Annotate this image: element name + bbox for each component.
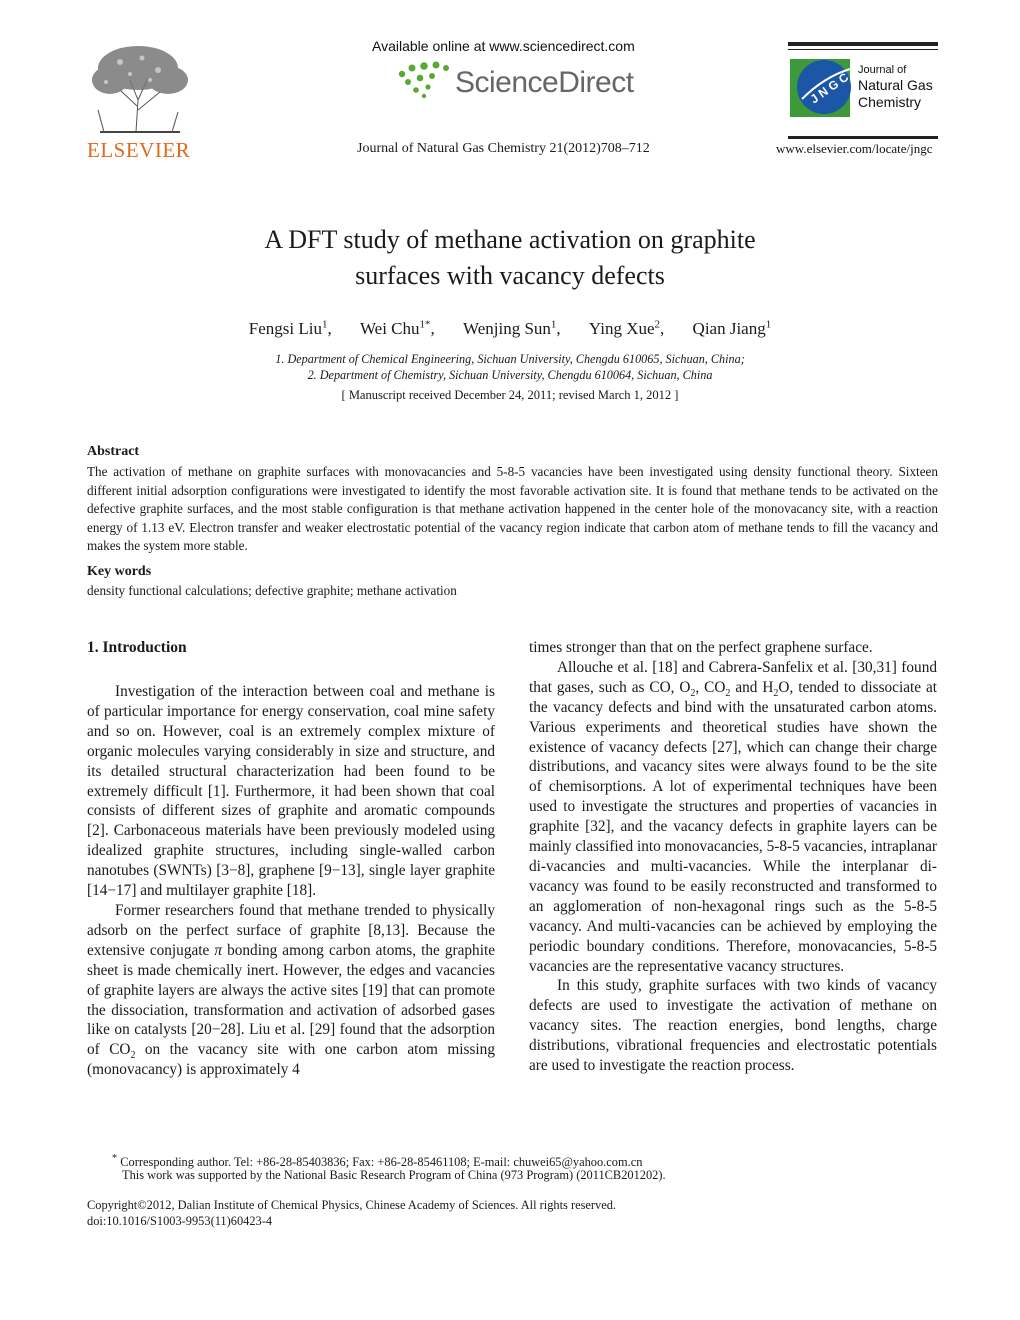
title-line: A DFT study of methane activation on graphite <box>264 225 756 254</box>
title-line: surfaces with vacancy defects <box>355 261 665 290</box>
available-online-text[interactable]: Available online at www.sciencedirect.com <box>372 38 635 54</box>
header-rule <box>788 42 938 46</box>
header-rule <box>788 136 938 139</box>
journal-citation: Journal of Natural Gas Chemistry 21(2012)708–712 <box>357 141 650 156</box>
header-rule <box>788 49 938 50</box>
paragraph: Allouche et al. [18] and Cabrera-Sanfelix et al. [30,31] found that gases, such as CO, $O_2$, $CO_2$ and $H_2O$, tended to dissociate at the vacancy defects and bind with the unsaturated carbon atoms. Various experiments and theoretical studies have shown the existence of vacancy defects [27], which can change their charge distributions, and vacancy sites were always found to be the site of chemisorptions. A lot of experimental techniques have been used to investigate the structures and properties of vacancies in graphite [32], and the vacancy defects in graphite layers can be mainly classified into monovacancies, 5-8-5 vacancies, intraplanar di-vacancies and multi-vacancies. While the interplanar di-vacancy was found to be easily reconstructed and transformed to an agglomeration of non-hexagonal rings such as the 5-8-5 vacancy. And multi-vacancies can be achieved by employing the periodic boundary conditions. Therefore, monovacancies, 5-8-5 vacancies are the representative vacancy structures. <box>529 658 937 975</box>
keywords-heading: Key words <box>87 564 152 579</box>
author: Fengsi Liu$^1$, <box>248 318 332 338</box>
affiliation: 1. Department of Chemical Engineering, Sichuan University, Chengdu 610065, Sichuan, China; <box>275 352 745 366</box>
keywords-text: density functional calculations; defective graphite; methane activation <box>87 583 457 598</box>
left-column <box>87 682 495 1080</box>
sciencedirect-wordmark: ScienceDirect <box>455 66 634 99</box>
author: Wei Chu$^{1*}$, <box>359 318 435 338</box>
right-column <box>529 638 937 1076</box>
section-heading-introduction: 1. Introduction <box>87 639 187 656</box>
paragraph: Former researchers found that methane trended to physically adsorb on the perfect surface of graphite [8,13]. Because the extensive conjugate π bonding among carbon atoms, the graphite sheet is made chemically inert. However, the edges and vacancies of graphite layers are always the active sites [19] that can promote the dissociation, transformation and activation of adsorbed gases like on catalysts [20−28]. Liu et al. [29] found that the adsorption of $CO_2$ on the vacancy site with one carbon atom missing (monovacancy) is approximately 4 <box>87 901 495 1079</box>
doi-link[interactable]: doi:10.1016/S1003-9953(11)60423-4 <box>87 1214 273 1228</box>
journal-url-link[interactable]: www.elsevier.com/locate/jngc <box>776 141 933 156</box>
author: Qian Jiang$^1$ <box>692 318 772 338</box>
paragraph: times stronger than that on the perfect graphene surface. <box>529 639 873 656</box>
paragraph: In this study, graphite surfaces with two kinds of vacancy defects are used to investigate the activation of methane on vacancy sites. The reaction energies, bond lengths, charge distributions, vibrational frequencies and electrostatic potentials are used to investigate the reaction process. <box>529 977 937 1075</box>
jngc-badge-text: J N G C <box>807 70 852 107</box>
author: Ying Xue$^2$, <box>588 318 665 338</box>
elsevier-wordmark: ELSEVIER <box>87 138 191 162</box>
author-list <box>0 318 1020 339</box>
manuscript-dates: [ Manuscript received December 24, 2011; revised March 1, 2012 ] <box>341 388 679 402</box>
jngc-journal-title <box>858 64 933 111</box>
jngc-title-line: Chemistry <box>858 94 922 110</box>
affiliation: 2. Department of Chemistry, Sichuan University, Chengdu 610064, Sichuan, China <box>307 368 713 382</box>
paragraph: Investigation of the interaction between coal and methane is of particular importance for energy conservation, coal mine safety and so on. However, coal is an extremely complex mixture of organic molecules varying considerably in size and structure, and its detailed structural characterization had been found to be extremely difficult [1]. Furthermore, it had been shown that coal consists of different sizes of graphite and aromatic compounds [2]. Carbonaceous materials have been previously modeled using idealized graphite structures, including single-walled carbon nanotubes (SWNTs) [3−8], graphene [9−13], single layer graphite [14−17] and multilayer graphite [18]. <box>87 683 495 900</box>
corresponding-author-footnote: * Corresponding author. Tel: +86-28-85403836; Fax: +86-28-85461108; E-mail: chuwei65@yahoo.com.cn <box>112 1153 643 1170</box>
sciencedirect-dots-icon <box>396 60 452 100</box>
abstract-text: The activation of methane on graphite surfaces with monovacancies and 5-8-5 vacancies have been investigated using density functional theory. Sixteen different initial adsorption configurations were investigated to identify the most favorable activation site. It is found that methane tends to be activated on the defective graphite surfaces, and the most stable configuration is that methane activation happened in the center hole of the monovacancy site, with a reaction energy of 1.13 eV. Electron transfer and weaker electrostatic potential of the vacancy region indicate that carbon atom of methane tends to fill the vacancy and makes the system more stable. <box>87 464 938 554</box>
jngc-globe-logo-icon <box>788 57 856 121</box>
abstract-heading: Abstract <box>87 444 140 459</box>
author: Wenjing Sun$^1$, <box>463 318 561 338</box>
funding-footnote: This work was supported by the National Basic Research Program of China (973 Program) (2011CB201202). <box>122 1168 666 1182</box>
jngc-title-line: Journal of <box>858 64 907 76</box>
article-title <box>0 222 1020 294</box>
jngc-title-line: Natural Gas <box>858 77 933 93</box>
copyright-notice: Copyright©2012, Dalian Institute of Chemical Physics, Chinese Academy of Sciences. All rights reserved. <box>87 1198 617 1212</box>
elsevier-tree-logo-icon <box>80 40 198 138</box>
